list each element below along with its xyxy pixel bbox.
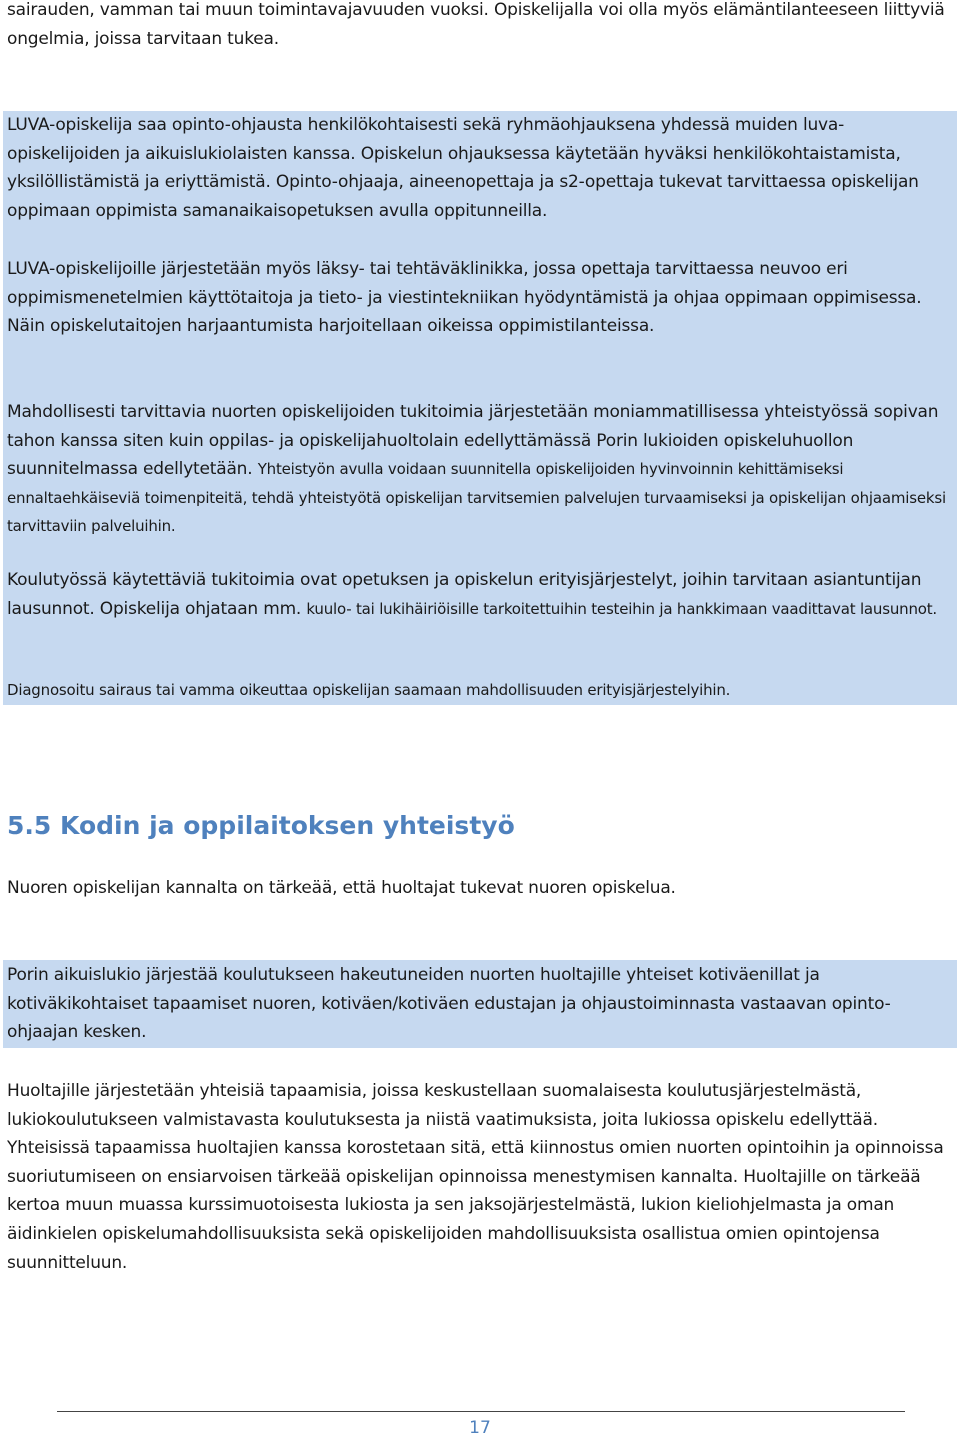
- section-number: 5.5: [7, 811, 52, 840]
- section-title: Kodin ja oppilaitoksen yhteistyö: [60, 811, 515, 840]
- diagnosis-paragraph: Diagnosoitu sairaus tai vamma oikeuttaa opiskelijan saamaan mahdollisuuden erityisjärjestelyihin.: [7, 681, 731, 699]
- cooperation-main-text: Mahdollisesti tarvittavia nuorten opiskelijoiden tukitoimia järjestetään moniammatillisessa yhteistyössä sopivan tahon kanssa siten kuin oppilas- ja opiskelijahuoltolain edellyttämässä Porin lukioiden opiskeluhuollon suunnitelmassa edellytetään.: [7, 402, 939, 480]
- luva-clinic-paragraph: LUVA-opiskelijoille järjestetään myös läksy- tai tehtäväklinikka, jossa opettaja tarvittaessa neuvoo eri oppimismenetelmien käyttötaitoja ja tieto- ja viestintekniikan hyödyntämistä ja ohjaa oppimaan oppimisessa. Näin opiskelutaitojen harjaantumista harjoitellaan oikeissa oppimistilanteissa.: [7, 259, 922, 337]
- cooperation-paragraph: [7, 398, 957, 541]
- parent-meetings-paragraph: Huoltajille järjestetään yhteisiä tapaamisia, joissa keskustellaan suomalaisesta koulutusjärjestelmästä, lukiokoulutukseen valmistavasta koulutuksesta ja niistä vaatimuksista, joita lukiossa opiskelu edellyttää. Yhteisissä tapaamissa huoltajien kanssa korostetaan sitä, että kiinnostus omien nuorten opintoihin ja opinnoissa suoriutumiseen on ensiarvoisen tärkeää opiskelijan opinnoissa menestymisen kannalta. Huoltajille on tärkeää kertoa muun muassa kurssimuotoisesta lukiosta ja sen jaksojärjestelmästä, lukion kieliohjelmasta ja oman äidinkielen opiskelumahdollisuuksista sekä opiskelijoiden mahdollisuuksista osallistua omien opintojensa suunnitteluun.: [7, 1081, 944, 1273]
- footer-rule: [57, 1411, 905, 1412]
- section-heading: [7, 808, 515, 844]
- support-measures-paragraph: [7, 566, 957, 623]
- cooperation-small-text: Yhteistyön avulla voidaan suunnitella opiskelijoiden hyvinvoinnin kehittämiseksi ennaltaehkäiseviä toimenpiteitä, tehdä yhteistyötä opiskelijan tarvitsemien palvelujen turvaamiseksi ja opiskelijan ohjaamiseksi tarvittaviin palveluihin.: [7, 460, 946, 536]
- luva-guidance-paragraph: LUVA-opiskelija saa opinto-ohjausta henkilökohtaisesti sekä ryhmäohjauksena yhdessä muiden luva-opiskelijoiden ja aikuislukiolaisten kanssa. Opiskelun ohjauksessa käytetään hyväksi henkilökohtaistamista, yksilöllistämistä ja eriyttämistä. Opinto-ohjaaja, aineenopettaja ja s2-opettaja tukevat tarvittaessa opiskelijan oppimaan oppimista samanaikaisopetuksen avulla oppitunneilla.: [7, 115, 919, 221]
- parent-evenings-paragraph: Porin aikuislukio järjestää koulutukseen hakeutuneiden nuorten huoltajille yhteiset kotiväenillat ja kotiväkikohtaiset tapaamiset nuoren, kotiväen/kotiväen edustajan ja ohjaustoiminnasta vastaavan opinto-ohjaajan kesken.: [7, 965, 891, 1043]
- home-intro-paragraph: Nuoren opiskelijan kannalta on tärkeää, että huoltajat tukevat nuoren opiskelua.: [7, 878, 676, 898]
- intro-paragraph-tail: sairauden, vamman tai muun toimintavajavuuden vuoksi. Opiskelijalla voi olla myös elämäntilanteeseen liittyviä ongelmia, joissa tarvitaan tukea.: [7, 0, 945, 49]
- page-number: 17: [469, 1418, 491, 1438]
- support-main-text: Koulutyössä käytettäviä tukitoimia ovat opetuksen ja opiskelun erityisjärjestelyt, joihin tarvitaan asiantuntijan lausunnot. Opiskelija ohjataan mm.: [7, 570, 922, 619]
- support-small-text: kuulo- tai lukihäiriöisille tarkoitettuihin testeihin ja hankkimaan vaadittavat lausunnot.: [306, 599, 937, 618]
